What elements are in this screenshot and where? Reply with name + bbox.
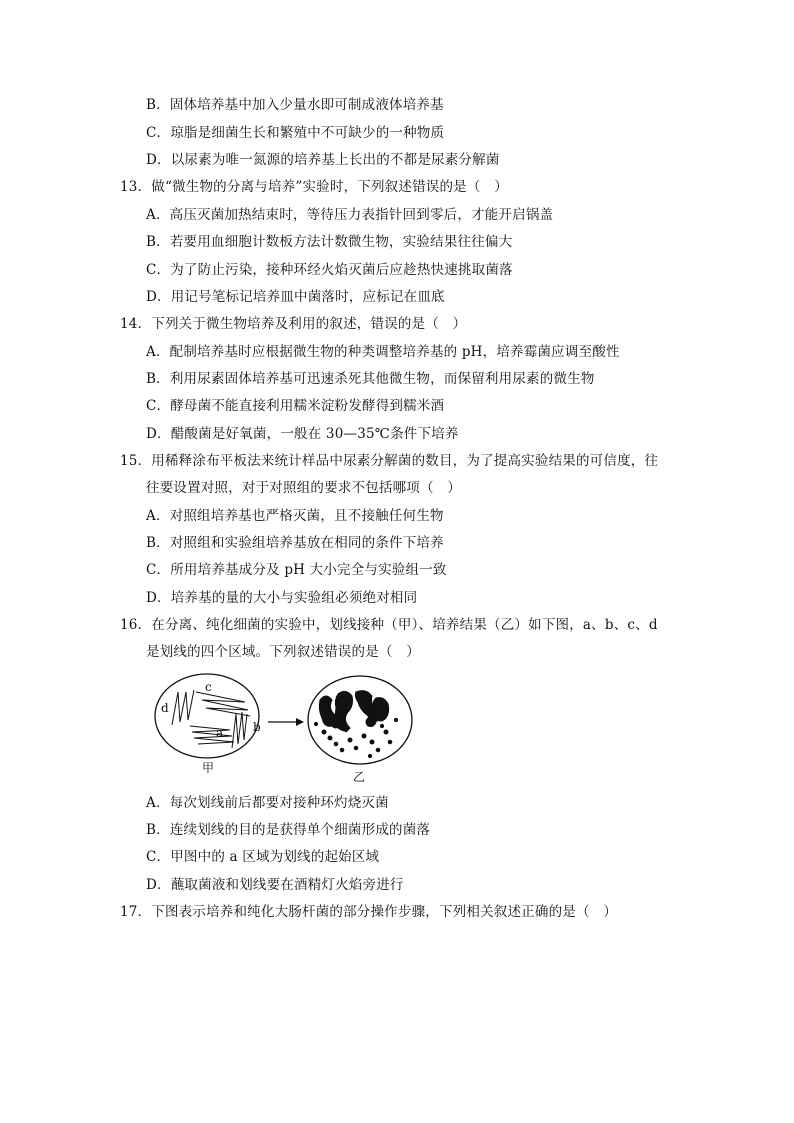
q16-option-b: B．连续划线的目的是获得单个细菌形成的菌落	[146, 822, 431, 838]
q15-option-b: B．对照组和实验组培养基放在相同的条件下培养	[146, 535, 444, 551]
q14-option-d: D．醋酸菌是好氧菌，一般在 30—35℃条件下培养	[146, 426, 459, 442]
q15-option-c: C．所用培养基成分及 pH 大小完全与实验组一致	[146, 562, 447, 578]
colony-dot	[368, 754, 371, 757]
colony-dot	[344, 728, 347, 731]
colony-dot	[354, 746, 358, 750]
streak-region-d	[172, 690, 194, 725]
q15-option-d: D．培养基的量的大小与实验组必须绝对相同	[146, 590, 418, 606]
colony-dot	[314, 722, 317, 725]
streak-region-a	[190, 726, 234, 744]
colony-dot	[348, 738, 352, 742]
figure-label-left: 甲	[202, 761, 215, 775]
region-label-b: b	[253, 720, 261, 734]
colony-dot	[334, 742, 338, 746]
arrow-head-icon	[296, 718, 304, 726]
colony-dot	[340, 748, 344, 752]
question-13: 13．做“微生物的分离与培养”实验时，下列叙述错误的是（ ）	[120, 179, 508, 195]
colony-dot	[322, 730, 326, 734]
region-label-d: d	[161, 701, 169, 715]
streak-region-b	[232, 712, 247, 748]
q14-option-c: C．酵母菌不能直接利用糯米淀粉发酵得到糯米酒	[146, 398, 445, 414]
question-15-continued: 往要设置对照，对于对照组的要求不包括哪项（ ）	[146, 480, 462, 496]
q12-option-d: D．以尿素为唯一氮源的培养基上长出的不都是尿素分解菌	[146, 152, 500, 168]
q13-option-a: A．高压灭菌加热结束时，等待压力表指针回到零后，才能开启锅盖	[146, 207, 554, 223]
q13-option-b: B．若要用血细胞计数板方法计数微生物，实验结果往往偏大	[146, 234, 513, 250]
q13-option-d: D．用记号笔标记培养皿中菌落时，应标记在皿底	[146, 289, 445, 305]
region-label-c: c	[205, 680, 212, 694]
colony-dot	[384, 730, 388, 734]
petri-dish-diagram	[150, 670, 430, 785]
q14-option-b: B．利用尿素固体培养基可迅速杀死其他微生物，而保留利用尿素的微生物	[146, 371, 595, 387]
q16-option-a: A．每次划线前后都要对接种环灼烧灭菌	[146, 795, 389, 811]
colony-dot	[388, 740, 392, 744]
region-label-a: a	[216, 726, 224, 740]
q15-option-a: A．对照组培养基也严格灭菌，且不接触任何生物	[146, 508, 444, 524]
q12-option-b: B．固体培养基中加入少量水即可制成液体培养基	[146, 97, 444, 113]
question-16: 16．在分离、纯化细菌的实验中，划线接种（甲）、培养结果（乙）如下图，a、b、c、d	[120, 617, 658, 633]
q12-option-c: C．琼脂是细菌生长和繁殖中不可缺少的一种物质	[146, 125, 445, 141]
colony-dot	[376, 748, 380, 752]
streak-plate-figure	[150, 670, 430, 785]
q16-option-d: D．蘸取菌液和划线要在酒精灯火焰旁进行	[146, 877, 404, 893]
question-15: 15．用稀释涂布平板法来统计样品中尿素分解菌的数目，为了提高实验结果的可信度，往	[120, 453, 659, 469]
q16-option-c: C．甲图中的 a 区域为划线的起始区域	[146, 849, 380, 865]
question-17: 17．下图表示培养和纯化大肠杆菌的部分操作步骤，下列相关叙述正确的是（ ）	[120, 904, 618, 920]
bacterial-colonies	[314, 691, 397, 758]
colony-dot	[328, 736, 332, 740]
colony-dot	[362, 734, 366, 738]
figure-label-right: 乙	[353, 770, 366, 784]
colony-mass-6	[366, 718, 376, 727]
colony-dot	[370, 740, 374, 744]
colony-dot	[380, 724, 383, 727]
question-14: 14．下列关于微生物培养及利用的叙述，错误的是（ ）	[120, 316, 467, 332]
q14-option-a: A．配制培养基时应根据微生物的种类调整培养基的 pH，培养霉菌应调至酸性	[146, 344, 620, 360]
colony-dot	[394, 718, 397, 721]
q13-option-c: C．为了防止污染，接种环经火焰灭菌后应趁热快速挑取菌落	[146, 262, 513, 278]
question-16-continued: 是划线的四个区域。下列叙述错误的是（ ）	[146, 644, 420, 660]
colony-mass-4	[373, 698, 388, 721]
